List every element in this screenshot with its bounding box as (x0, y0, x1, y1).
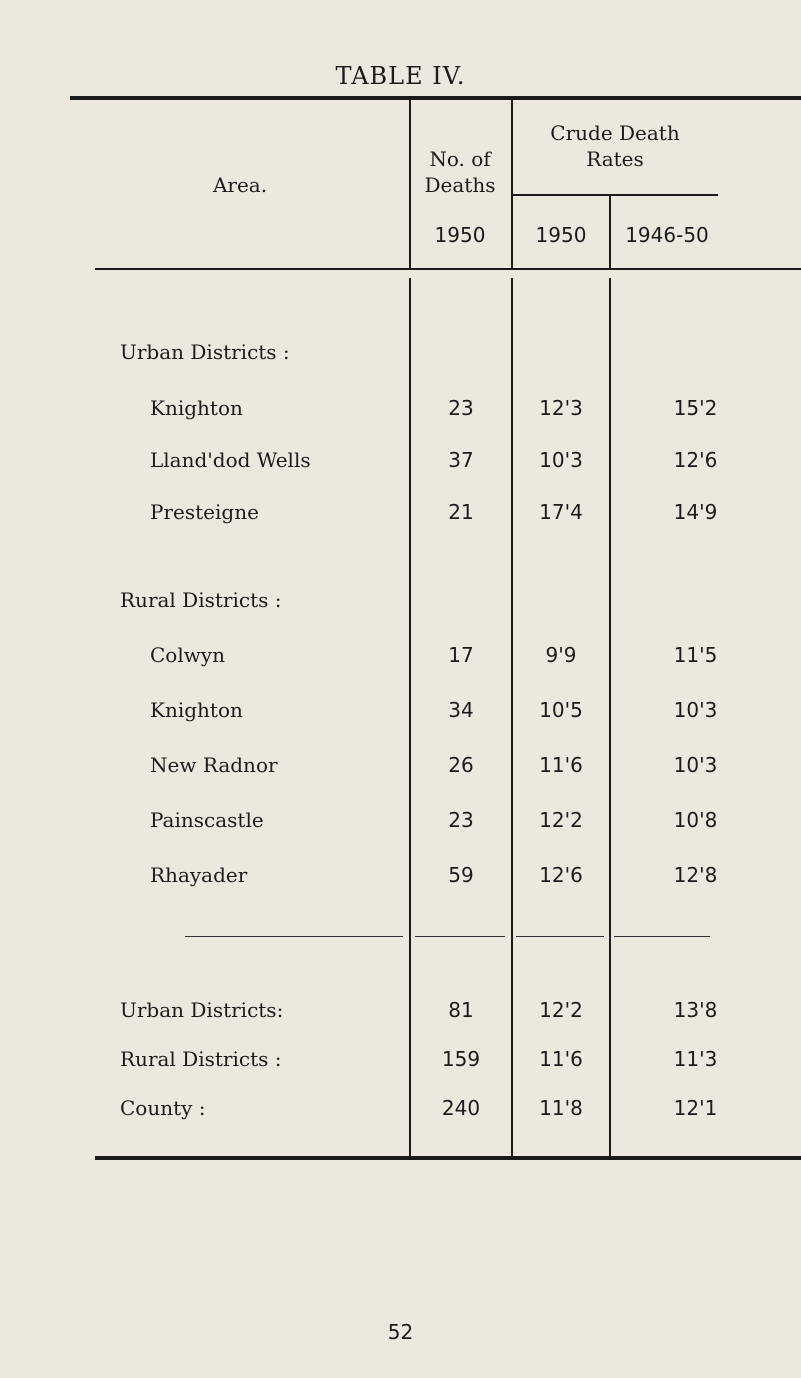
header-deaths: No. of Deaths (424, 147, 496, 197)
table-row (0, 448, 801, 478)
rate-1946-50-cell: 11'5 (673, 643, 718, 667)
deaths-cell: 26 (448, 753, 474, 777)
deaths-cell: 21 (448, 500, 474, 524)
area-cell: Lland'dod Wells (150, 448, 311, 472)
rate-1950-cell: 10'3 (539, 448, 583, 472)
area-cell: Knighton (150, 396, 243, 420)
table-title: TABLE IV. (335, 62, 466, 90)
header-rates-1946-50: 1946-50 (625, 223, 709, 247)
rate-1950-cell: 17'4 (539, 500, 583, 524)
area-cell: Rural Districts : (120, 1047, 282, 1071)
header-rates: Crude Death Rates (550, 121, 680, 171)
deaths-cell: 159 (441, 1047, 481, 1071)
separator-rule (185, 936, 403, 937)
rate-1946-50-cell: 10'3 (673, 753, 718, 777)
area-cell: County : (120, 1096, 206, 1120)
table-row (0, 1096, 801, 1126)
table-row (0, 998, 801, 1028)
header-rates-1950: 1950 (535, 223, 587, 247)
table-row (0, 1047, 801, 1077)
table-row (0, 698, 801, 728)
table-row (0, 396, 801, 426)
table-row (0, 808, 801, 838)
deaths-cell: 240 (441, 1096, 481, 1120)
deaths-cell: 23 (448, 808, 474, 832)
page-number: 52 (387, 1320, 414, 1344)
rate-1946-50-cell: 11'3 (673, 1047, 718, 1071)
rate-1950-cell: 9'9 (545, 643, 577, 667)
deaths-cell: 34 (448, 698, 474, 722)
deaths-cell: 17 (448, 643, 474, 667)
table-row (0, 753, 801, 783)
rate-1946-50-cell: 10'8 (673, 808, 718, 832)
rates-underline (512, 194, 718, 196)
rate-1946-50-cell: 10'3 (673, 698, 718, 722)
area-cell: Colwyn (150, 643, 226, 667)
area-cell: Painscastle (150, 808, 264, 832)
header-rule (95, 268, 801, 270)
header-area: Area. (212, 173, 268, 197)
area-cell: Urban Districts: (120, 998, 284, 1022)
header-deaths-year: 1950 (434, 223, 486, 247)
section-heading: Urban Districts : (120, 340, 290, 364)
rate-1946-50-cell: 15'2 (673, 396, 718, 420)
deaths-cell: 59 (448, 863, 474, 887)
rate-1950-cell: 11'6 (539, 1047, 583, 1071)
deaths-cell: 23 (448, 396, 474, 420)
rate-1950-cell: 12'2 (539, 808, 583, 832)
rate-1946-50-cell: 12'6 (673, 448, 718, 472)
table-row (0, 643, 801, 673)
area-cell: New Radnor (150, 753, 278, 777)
table-row (0, 500, 801, 530)
area-cell: Knighton (150, 698, 243, 722)
separator-rule (415, 936, 505, 937)
rate-1946-50-cell: 14'9 (673, 500, 718, 524)
separator-rule (516, 936, 604, 937)
rate-1950-cell: 10'5 (539, 698, 583, 722)
rate-1946-50-cell: 12'8 (673, 863, 718, 887)
top-rule (70, 96, 801, 100)
rate-1950-cell: 12'2 (539, 998, 583, 1022)
section-heading: Rural Districts : (120, 588, 282, 612)
deaths-cell: 81 (448, 998, 474, 1022)
separator-rule (614, 936, 710, 937)
rate-1950-cell: 11'8 (539, 1096, 583, 1120)
bottom-rule (95, 1156, 801, 1160)
rate-1946-50-cell: 12'1 (673, 1096, 718, 1120)
table-row (0, 863, 801, 893)
rate-1950-cell: 12'6 (539, 863, 583, 887)
deaths-cell: 37 (448, 448, 474, 472)
area-cell: Presteigne (150, 500, 259, 524)
area-cell: Rhayader (150, 863, 248, 887)
rate-1950-cell: 12'3 (539, 396, 583, 420)
section-heading-row (0, 340, 801, 370)
rate-1946-50-cell: 13'8 (673, 998, 718, 1022)
rate-1950-cell: 11'6 (539, 753, 583, 777)
section-heading-row (0, 588, 801, 618)
